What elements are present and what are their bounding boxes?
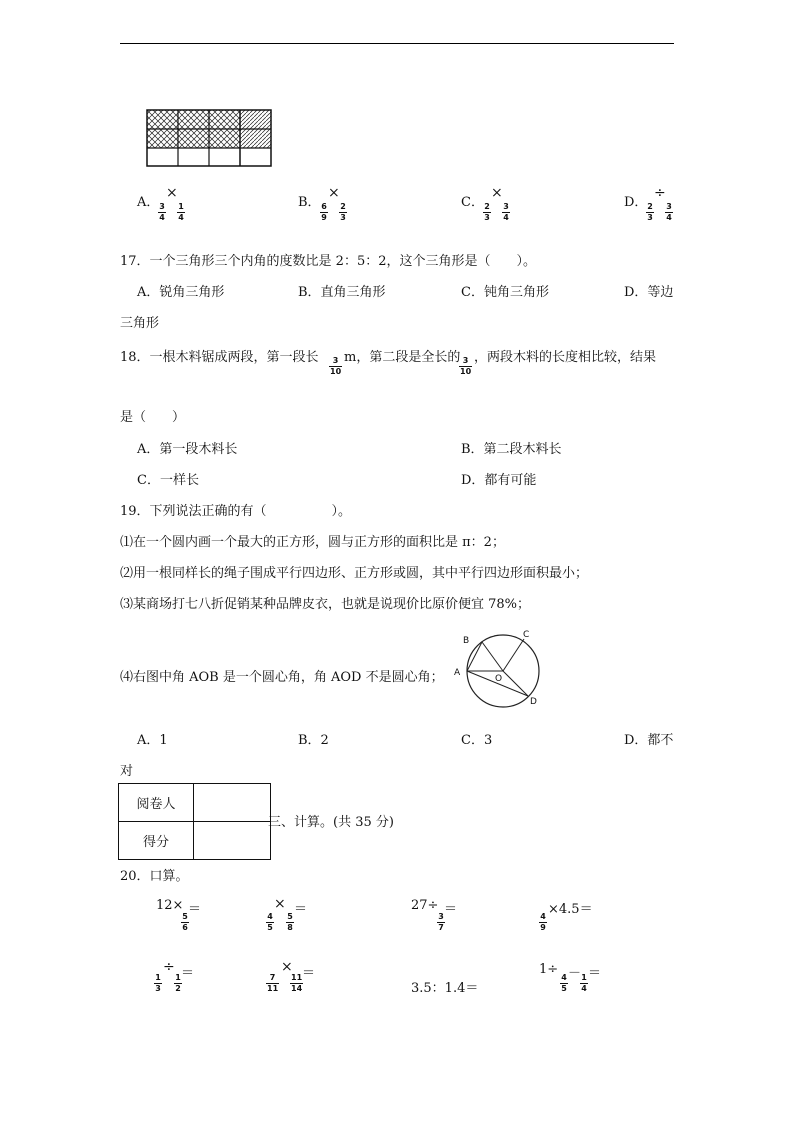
q19-option-b[interactable]: B．2 (298, 733, 329, 748)
fraction: 1 4 (178, 202, 184, 222)
fraction: 2 3 (340, 202, 346, 222)
fraction: 5 8 (287, 912, 293, 932)
fraction: 4 9 (540, 912, 546, 932)
fraction: 1 3 (155, 973, 161, 993)
q17-option-a[interactable]: A．锐角三角形 (137, 285, 225, 300)
score-box (118, 783, 271, 860)
circle-angle-figure (450, 628, 550, 710)
q17-option-d[interactable]: D．等边 (624, 285, 674, 300)
fraction: 3 10 (460, 356, 472, 376)
q18-stem-continued: 是（ ） (120, 410, 186, 425)
q17-stem: 17．一个三角形三个内角的度数比是 2：5：2，这个三角形是（ ）。 (120, 254, 536, 269)
q19-option-d[interactable]: D．都不 (624, 733, 674, 748)
reviewer-label: 阅卷人 (119, 784, 194, 822)
point-b-label: B (463, 636, 470, 646)
fraction: 3 4 (503, 202, 509, 222)
q19-statement-2: ⑵用一根同样长的绳子围成平行四边形、正方形或圆，其中平行四边形面积最小； (120, 566, 589, 581)
q18-stem-part3: ，两段木料的长度相比较，结果 (474, 350, 657, 365)
shaded-rectangle-figure (146, 109, 272, 167)
fraction: 6 9 (321, 202, 327, 222)
fraction: 4 5 (267, 912, 273, 932)
q20-stem: 20．口算。 (120, 869, 189, 884)
fraction: 11 14 (291, 973, 303, 993)
header-rule (120, 43, 674, 44)
q17-option-b[interactable]: B．直角三角形 (298, 285, 386, 300)
q18-option-c[interactable]: C．一样长 (137, 473, 199, 488)
section-title: 三、计算。(共 35 分) (268, 815, 394, 830)
fraction: 2 3 (484, 202, 490, 222)
fraction: 1 4 (581, 973, 587, 993)
q19-option-a[interactable]: A．1 (137, 733, 168, 748)
point-a-label: A (454, 668, 461, 678)
fraction: 3 4 (159, 202, 165, 222)
fraction: 3 7 (438, 912, 444, 932)
fraction: 3 10 (330, 356, 342, 376)
q19-statement-4: ⑷右图中角 AOB 是一个圆心角，角 AOD 不是圆心角； (120, 670, 444, 685)
q18-stem-part1: 18．一根木料锯成两段，第一段长 (120, 350, 319, 365)
fraction: 7 11 (267, 973, 279, 993)
q19-statement-1: ⑴在一个圆内画一个最大的正方形，圆与正方形的面积比是 π：2； (120, 535, 505, 550)
q19-stem: 19．下列说法正确的有（ ）。 (120, 504, 352, 519)
q19-option-d-continued: 对 (120, 764, 134, 779)
q18-option-b[interactable]: B．第二段木料长 (461, 442, 562, 457)
point-o-label: O (495, 674, 503, 684)
q18-option-a[interactable]: A．第一段木料长 (137, 442, 238, 457)
q19-statement-3: ⑶某商场打七八折促销某种品牌皮衣，也就是说现价比原价便宜 78%； (120, 597, 531, 612)
q17-option-c[interactable]: C．钝角三角形 (461, 285, 549, 300)
score-label: 得分 (119, 822, 194, 860)
fraction: 3 4 (666, 202, 672, 222)
point-c-label: C (523, 630, 530, 640)
q17-option-d-continued: 三角形 (120, 316, 160, 331)
fraction: 2 3 (647, 202, 653, 222)
reviewer-field[interactable] (194, 784, 271, 822)
fraction: 4 5 (561, 973, 567, 993)
q18-stem-part2: m，第二段是全长的 (344, 350, 461, 365)
fraction: 1 2 (175, 973, 181, 993)
score-field[interactable] (194, 822, 271, 860)
q18-option-d[interactable]: D．都有可能 (461, 473, 537, 488)
q19-option-c[interactable]: C．3 (461, 733, 493, 748)
fraction: 5 6 (182, 912, 188, 932)
point-d-label: D (530, 697, 537, 707)
